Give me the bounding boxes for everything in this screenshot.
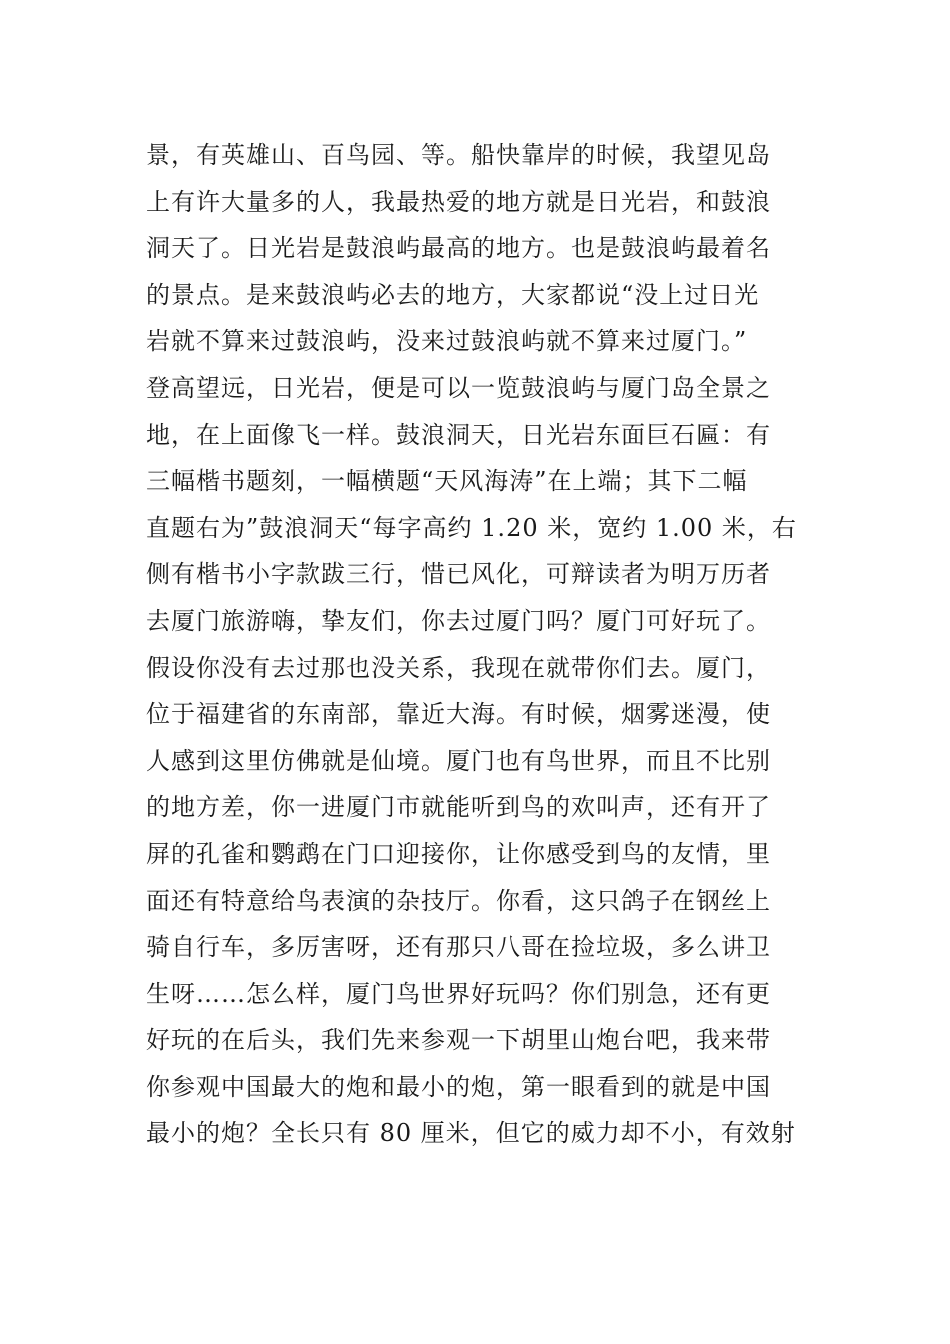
text-line: 去厦门旅游嗨，挚友们，你去过厦门吗？厦门可好玩了。 [146,606,771,635]
text-line: 最小的炮？全长只有 80 厘米，但它的威力却不小，有效射 [146,1119,796,1148]
text-line: 地，在上面像飞一样。鼓浪洞天，日光岩东面巨石匾：有 [146,420,771,449]
text-line: 岩就不算来过鼓浪屿，没来过鼓浪屿就不算来过厦门。” [146,327,748,356]
text-line: 洞天了。日光岩是鼓浪屿最高的地方。也是鼓浪屿最着名 [146,234,771,263]
text-line: 景，有英雄山、百鸟园、等。船快靠岸的时候，我望见岛 [146,141,771,169]
text-line: 好玩的在后头，我们先来参观一下胡里山炮台吧，我来带 [146,1026,771,1055]
text-line: 上有许大量多的人，我最热爱的地方就是日光岩，和鼓浪 [146,187,771,216]
text-line: 假设你没有去过那也没关系，我现在就带你们去。厦门， [146,653,771,682]
text-line: 三幅楷书题刻，一幅横题“天风海涛”在上端；其下二幅 [146,467,748,496]
text-line: 位于福建省的东南部，靠近大海。有时候，烟雾迷漫，使 [146,700,771,729]
text-line: 侧有楷书小字款跋三行，惜已风化，可辩读者为明万历者 [146,560,771,589]
text-line: 生呀……怎么样，厦门鸟世界好玩吗？你们别急，还有更 [146,979,771,1008]
text-line: 的地方差，你一进厦门市就能听到鸟的欢叫声，还有开了 [146,793,771,822]
text-line: 面还有特意给鸟表演的杂技厅。你看，这只鸽子在钢丝上 [146,886,771,915]
text-line: 登高望远，日光岩，便是可以一览鼓浪屿与厦门岛全景之 [146,373,771,402]
text-line: 人感到这里仿佛就是仙境。厦门也有鸟世界，而且不比别 [146,746,771,775]
text-line: 的景点。是来鼓浪屿必去的地方，大家都说“没上过日光 [146,280,760,309]
text-line: 你参观中国最大的炮和最小的炮，第一眼看到的就是中国 [146,1072,771,1101]
text-line: 屏的孔雀和鹦鹉在门口迎接你，让你感受到鸟的友情，里 [146,839,771,868]
body-text [146,132,826,1157]
text-line: 骑自行车，多厉害呀，还有那只八哥在捡垃圾，多么讲卫 [146,933,771,962]
text-line: 直题右为”鼓浪洞天“每字高约 1.20 米，宽约 1.00 米，右 [146,513,797,542]
